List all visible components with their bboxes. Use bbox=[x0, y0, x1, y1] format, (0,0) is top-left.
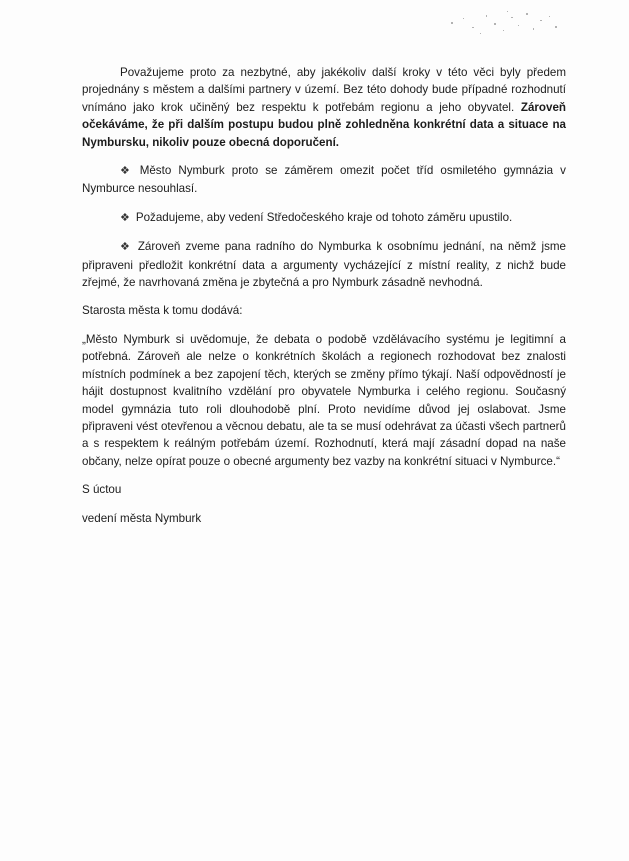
bullet-item bbox=[82, 209, 566, 227]
paragraph-bold-text: Zároveň očekáváme, že při dalším postupu budou plně zohledněna konkrétní data a situace na Nymbursku, nikoliv pouze obecná doporučení. bbox=[82, 100, 566, 149]
signature: vedení města Nymburk bbox=[82, 511, 202, 525]
bullet-diamond-icon: ❖ bbox=[120, 211, 130, 224]
bullet-diamond-icon: ❖ bbox=[120, 165, 134, 178]
letter-body bbox=[82, 64, 566, 527]
mayor-quote: „Město Nymburk si uvědomuje, že debata o podobě vzdělávacího systému je legitimní a potřebná. Zároveň ale nelze o konkrétních školách a regionech rozhodovat bez znalosti místních podmínek a bez zapojení těch, kterých se změny přímo týkají. Naší odpovědností je hájit dostupnost kvalitního vzdělání pro obyvatele Nymburka i celého regionu. Současný model gymnázia tuto roli dlouhodobě plní. Proto nevidíme důvod jej oslabovat. Jsme připraveni vést otevřenou a věcnou debatu, ale ta se musí odehrávat za účasti všech partnerů a s respektem k reálným potřebám území. Rozhodnutí, která mají zásadní dopad na naše občany, nelze opírat pouze o obecné argumenty bez vazby na konkrétní situaci v Nymburce.“ bbox=[82, 332, 566, 468]
paragraph-demand bbox=[82, 64, 566, 151]
scan-artifact bbox=[445, 8, 565, 38]
bullet-text: Město Nymburk proto se záměrem omezit počet tříd osmiletého gymnázia v Nymburce nesouhlasí. bbox=[82, 164, 566, 196]
paragraph-text: Považujeme proto za nezbytné, aby jakékoliv další kroky v této věci byly předem projednány s městem a dalšími partnery v území. Bez této dohody bude případné rozhodnutí vnímáno jako krok učiněný bez respektu k potřebám regionu a jeho obyvatel. bbox=[82, 66, 566, 114]
quote-intro: Starosta města k tomu dodává: bbox=[82, 304, 243, 318]
bullet-diamond-icon: ❖ bbox=[120, 241, 132, 254]
closing-greeting: S úctou bbox=[82, 483, 122, 497]
bullet-item bbox=[82, 238, 566, 291]
bullet-text: Zároveň zveme pana radního do Nymburka k osobnímu jednání, na němž jsme připraveni předložit konkrétní data a argumenty vycházející z místní reality, z nichž bude zřejmé, že navrhovaná změna je zbytečná a pro Nymburk zásadně nevhodná. bbox=[82, 240, 566, 290]
bullet-item bbox=[82, 162, 566, 198]
bullet-text: Požadujeme, aby vedení Středočeského kraje od tohoto záměru upustilo. bbox=[135, 210, 513, 224]
